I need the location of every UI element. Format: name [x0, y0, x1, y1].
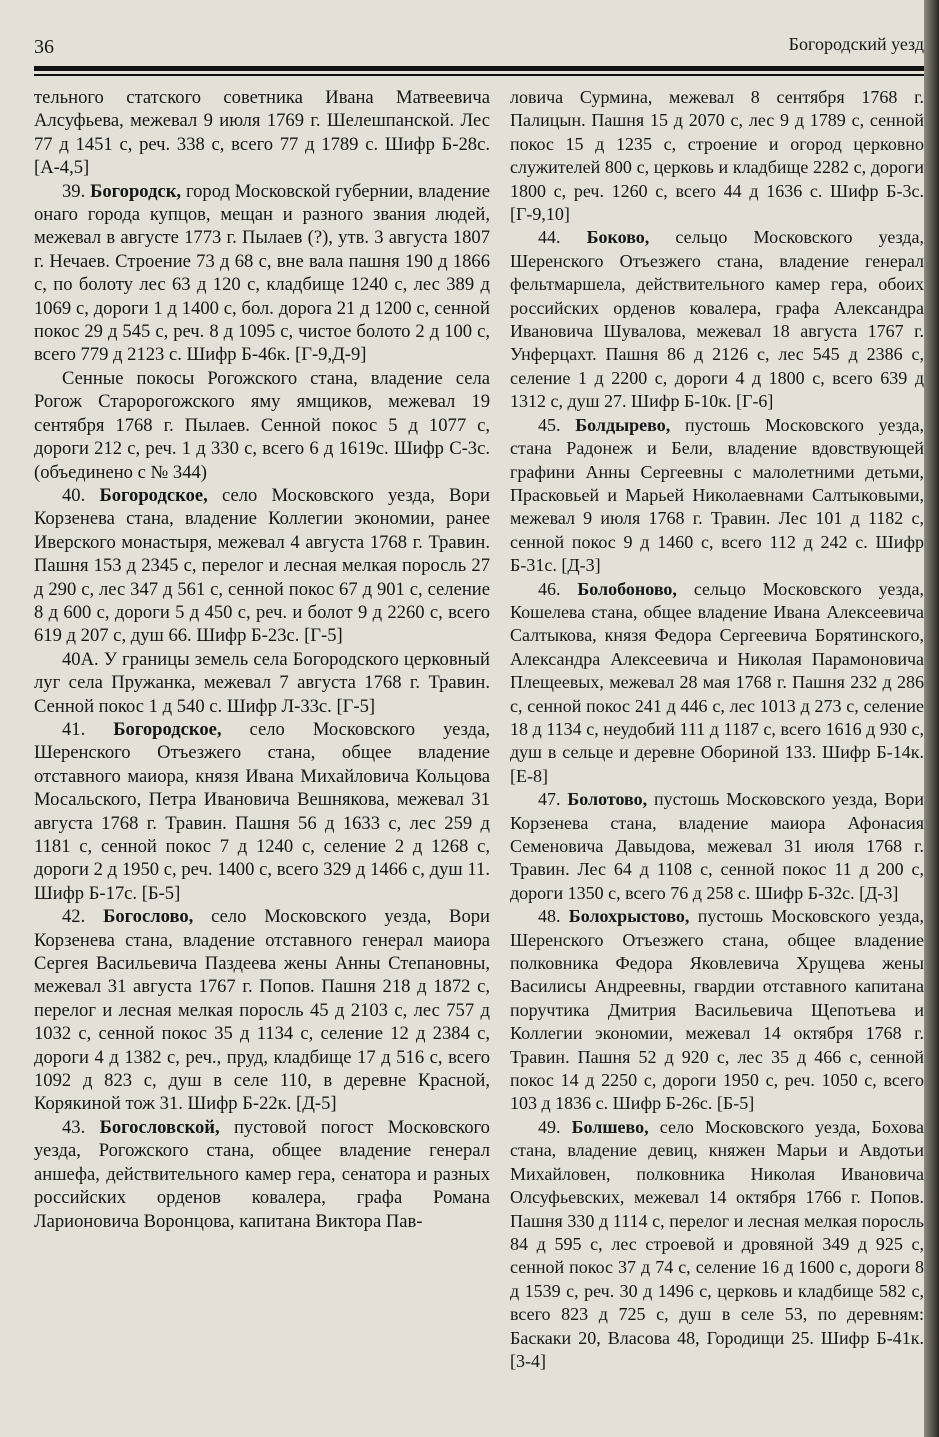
entry	[34, 484, 490, 648]
entry-heading: Болшево,	[571, 1116, 649, 1137]
entry-number: 44.	[538, 227, 561, 248]
page-header	[0, 0, 924, 80]
entry-number: 39.	[62, 180, 86, 202]
entry-text: пустовой погост Московского уезда, Рогожского стана, общее владение генерал аншефа, действительного камер гера, сенатора и разных российских орденов ковалера, графа Романа Ларионовича Воронцова, капитана Виктора Пав-	[34, 1116, 490, 1232]
entry-text: пустошь Московского уезда, Шеренского Отъезжего стана, общее владение полковника Федора Яковлевича Хрущева жены Василисы Андреевны, гвардии отставного капитана поручтика Дмитрия Васильевича Щепотьева и Коллегии экономии, межевал 14 октября 1768 г. Травин. Пашня 52 д 920 с, лес 35 д 466 с, сенной покос 14 д 2250 с, дороги 1950 с, реч. 1050 с, всего 103 д 1836 с. Шифр Б-26с. [Б-5]	[510, 906, 925, 1114]
entry-heading: Болотово,	[567, 789, 648, 810]
entry-text: сельцо Московского уезда, Шеренского Отъезжего стана, владение генерал фельтмаршела, действительного камер гера, обоих российских орденов ковалера, графа Александра Ивановича Шувалова, межевал 18 августа 1767 г. Унферцахт. Пашня 86 д 2126 с, лес 545 д 2386 с, селение 1 д 2200 с, дороги 4 д 1800 с, всего 639 д 1312 с, душ 27. Шифр Б-10к. [Г-6]	[510, 227, 925, 412]
entry-number: 40.	[62, 484, 86, 506]
page-number: 36	[34, 36, 54, 58]
running-head: Богородский уезд	[788, 34, 924, 54]
entry-heading: Боково,	[586, 227, 650, 248]
entry-number: 49.	[538, 1116, 561, 1137]
entry	[34, 1116, 490, 1233]
entry-text: село Московского уезда, Вори Корзенева стана, владение Коллегии экономии, ранее Иверского монастыря, межевал 4 августа 1768 г. Травин. Пашня 153 д 2345 с, перелог и лесная мелкая поросль 27 д 290 с, лес 347 д 561 с, сенной покос 67 д 901 с, селение 8 д 600 с, дороги 5 д 450 с, реч. и болот 9 д 2260 с, всего 619 д 207 с, душ 66. Шифр Б-23с. [Г-5]	[34, 484, 491, 647]
entry	[510, 905, 924, 1116]
entry-text: пустошь Московского уезда, Вори Корзенева стана, владение маиора Афонасия Семеновича Давыдова, межевал 31 июля 1768 г. Травин. Лес 64 д 1108 с, сенной покос 11 д 200 с, дороги 1350 с, всего 76 д 258 с. Шифр Б-32с. [Д-3]	[510, 789, 924, 903]
entry	[510, 86, 924, 226]
header-rule-thin	[34, 74, 924, 76]
entry-number: 43.	[62, 1116, 86, 1138]
entry	[510, 578, 924, 789]
entry-text: село Московского уезда, Вори Корзенева стана, владение отставного генерал маиора Сергея Васильевича Паздеева жены Анны Степановны, межевал 31 августа 1767 г. Попов. Пашня 218 д 1872 с, перелог и лесная мелкая поросль 45 д 2103 с, лес 757 д 1032 с, сенной покос 35 д 1134 с, селение 12 д 2384 с, дороги 4 д 1382 с, реч., пруд, кладбище 17 д 516 с, всего 1092 д 823 с, душ в селе 110, в деревне Красной, Корякиной тож 31. Шифр Б-22к. [Д-5]	[34, 906, 491, 1115]
entry-number: 42.	[62, 906, 86, 928]
entry-text: пустошь Московского уезда, стана Радонеж и Бели, владение вдовствующей графини Анны Сергеевны с малолетними детьми, Прасковьей и Марьей Николаевнами Салтыковыми, межевал 9 июля 1768 г. Травин. Лес 101 д 1182 с, сенной покос 9 д 1460 с, всего 112 д 242 с. Шифр Б-31с. [Д-3]	[510, 414, 925, 576]
entry	[510, 226, 924, 413]
entry-heading: Богословской,	[99, 1116, 220, 1138]
entry-text: Сенные покосы Рогожского стана, владение села Рогож Старорогожского яму ямщиков, межевал 19 сентября 1768 г. Пылаев. Сенной покос 5 д 1077 с, дороги 212 с, реч. 1 д 330 с, всего 6 д 1619с. Шифр С-3с. (объединено с № 344)	[34, 367, 490, 483]
entry-text: У границы земель села Богородского церковный луг села Пружанка, межевал 7 августа 1768 г. Травин. Сенной покос 1 д 540 с. Шифр Л-33с. [Г-5]	[34, 648, 490, 717]
entry	[34, 718, 490, 905]
left-column	[34, 86, 490, 1233]
entry	[34, 648, 490, 718]
right-column	[510, 86, 924, 1373]
entry-heading: Богородское,	[113, 718, 222, 740]
entry	[510, 1116, 924, 1373]
entry-number: 48.	[538, 906, 561, 927]
entry-text: город Московской губернии, владение онаго города купцов, мещан и разного звания людей, межевал в августе 1773 г. Пылаев (?), утв. 3 августа 1807 г. Нечаев. Строение 73 д 68 с, вне вала пашня 190 д 1866 с, по болоту лес 63 д 120 с, кладбище 1240 с, лес 389 д 1069 с, дороги 1 д 1400 с, бол. дорога 21 д 1200 с, сенной покос 29 д 545 с, реч. 8 д 1095 с, чистое болото 2 д 100 с, всего 779 д 2123 с. Шифр Б-46к. [Г-9,Д-9]	[34, 180, 491, 366]
header-rule-thick	[34, 66, 924, 71]
entry	[34, 367, 490, 484]
entry-heading: Богородское,	[99, 484, 208, 506]
entry-text: село Московского уезда, Шеренского Отъезжего стана, общее владение отставного маиора, князя Ивана Михайловича Кольцова Мосальского, Петра Ивановича Вешнякова, межевал 31 августа 1768 г. Травин. Пашня 56 д 1633 с, лес 259 д 1181 с, сенной покос 7 д 1240 с, селение 2 д 1268 с, дороги 2 д 1950 с, реч. 1400 с, всего 329 д 1466 с, душ 11. Шифр Б-17с. [Б-5]	[34, 718, 490, 904]
entry-text: сельцо Московского уезда, Кошелева стана, общее владение Ивана Алексеевича Салтыкова, князя Федора Сергеевича Борятинского, Александра Алексеевича и Николая Парамоновича Плещеевых, межевал 28 мая 1768 г. Пашня 232 д 286 с, сенной покос 241 д 446 с, лес 1013 д 273 с, селение 18 д 1134 с, неудобий 111 д 1187 с, всего 1616 д 930 с, душ в сельце и деревне Обориной 133. Шифр Б-14к. [Е-8]	[510, 578, 925, 786]
entry-text: ловича Сурмина, межевал 8 сентября 1768 г. Палицын. Пашня 15 д 2070 с, лес 9 д 1789 с, сенной покос 15 д 1235 с, строение и огород церковно служителей 800 с, церковь и кладбище 2282 с, дороги 1800 с, реч. 1260 с, всего 44 д 1636 с. Шифр Б-3с. [Г-9,10]	[510, 87, 924, 225]
entry	[34, 180, 490, 367]
entry	[34, 86, 490, 180]
entry-number: 47.	[538, 789, 561, 810]
entry	[34, 905, 490, 1116]
page-edge-shadow	[924, 0, 939, 1437]
entry	[510, 788, 924, 905]
entry-heading: Болобоново,	[577, 578, 677, 599]
entry	[510, 414, 924, 578]
entry-text: село Московского уезда, Бохова стана, владение девиц, княжен Марьи и Авдотьи Михайловен, полковника Николая Ивановича Олсуфьевских, межевал 14 октября 1766 г. Попов. Пашня 330 д 1114 с, перелог и лесная мелкая поросль 84 д 595 с, лес строевой и дровяной 349 д 925 с, сенной покос 37 д 74 с, селение 16 д 1600 с, дороги 8 д 1539 с, реч. 30 д 1496 с, церковь и кладбище 582 с, всего 823 д 725 с, душ в селе 53, по деревням: Баскаки 20, Власова 48, Городищи 25. Шифр Б-41к. [3-4]	[510, 1116, 925, 1371]
entry-number: 41.	[62, 718, 86, 740]
entry-text: тельного статского советника Ивана Матвеевича Алсуфьева, межевал 9 июля 1769 г. Шелешпанской. Лес 77 д 1451 с, реч. 338 с, всего 77 д 1789 с. Шифр Б-28с. [А-4,5]	[34, 87, 490, 179]
entry-heading: Болохрыстово,	[568, 906, 690, 927]
entry-number: 40А.	[62, 648, 99, 670]
entry-number: 46.	[538, 578, 561, 599]
entry-heading: Богослово,	[103, 906, 194, 928]
entry-heading: Болдырево,	[575, 414, 671, 435]
entry-number: 45.	[538, 414, 561, 435]
entry-heading: Богородск,	[90, 180, 182, 202]
